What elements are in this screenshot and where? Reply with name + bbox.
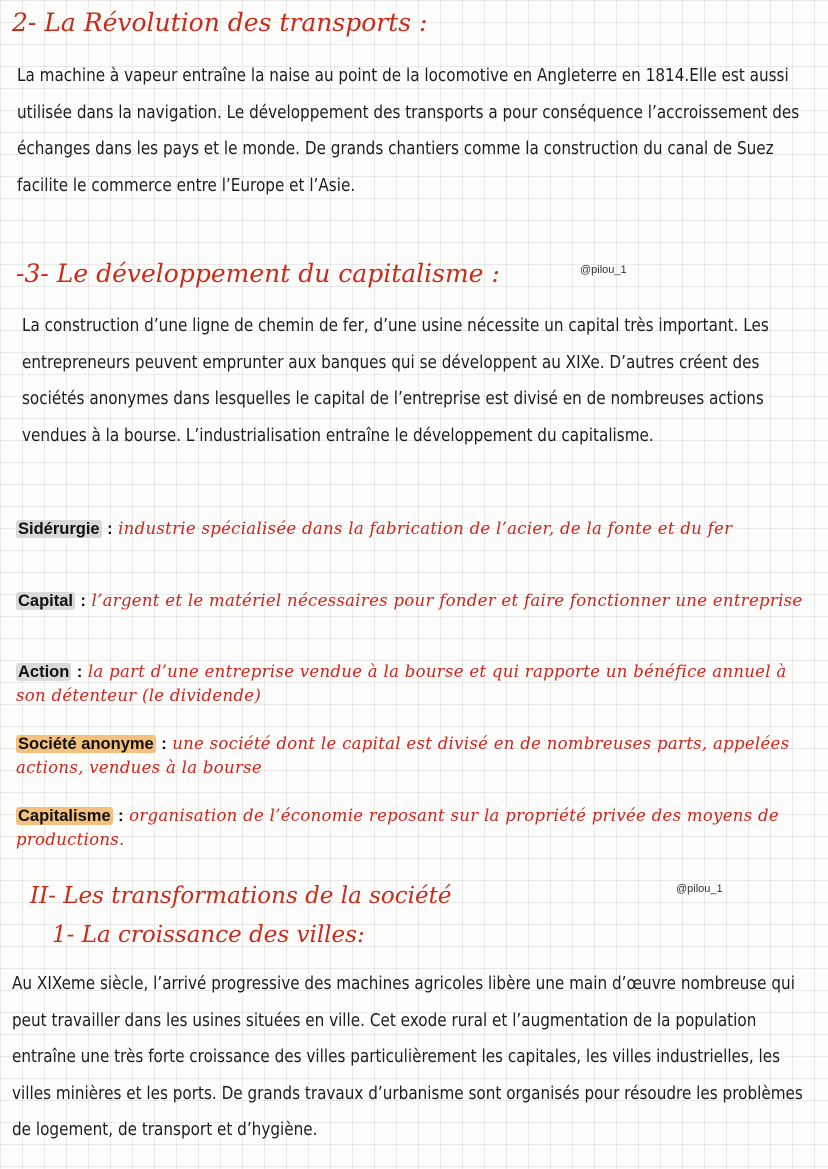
definition-term: Société anonyme	[18, 735, 154, 753]
definition-text: organisation de l’économie reposant sur la propriété privée des moyens de productions.	[16, 806, 779, 849]
definition-term: Capital	[18, 592, 74, 610]
definition-term: Sidérurgie	[18, 520, 100, 538]
section-2-text: La machine à vapeur entraîne la naise au point de la locomotive en Angleterre en 1814.Elle est aussi utilisée dans la navigation. Le développement des transports a pour conséquence l’accroissement des échanges dans les pays et le monde. De grands chantiers comme la construction du canal de Suez facilite le commerce entre l’Europe et l’Asie.	[17, 66, 800, 196]
watermark-handle: @pilou_1	[676, 883, 723, 895]
definition-siderurgie: Sidérurgie : industrie spécialisée dans la fabrication de l’acier, de la fonte et du fer	[18, 519, 733, 538]
section-2-title: 2- La Révolution des transports :	[12, 8, 428, 37]
definition-text: la part d’une entreprise vendue à la bourse et qui rapporte un bénéfice annuel à son détenteur (le dividende)	[16, 662, 787, 705]
section-II-title: II- Les transformations de la société	[30, 883, 452, 909]
definition-text: une société dont le capital est divisé en de nombreuses parts, appelées actions, vendues à la bourse	[16, 734, 790, 777]
definition-text: industrie spécialisée dans la fabrication de l’acier, de la fonte et du fer	[118, 519, 733, 538]
definition-term: Capitalisme	[18, 807, 111, 825]
section-II-text: Au XIXeme siècle, l’arrivé progressive des machines agricoles libère une main d’œuvre nombreuse qui peut travailler dans les usines situées en ville. Cet exode rural et l’augmentation de la population entraîne une très forte croissance des villes particulièrement les capitales, les villes industrielles, les villes minières et les ports. De grands travaux d’urbanisme sont organisés pour résoudre les problèmes de logement, de transport et d’hygiène.	[12, 974, 803, 1140]
definition-text: l’argent et le matériel nécessaires pour fonder et faire fonctionner une entreprise	[91, 591, 803, 610]
definition-societe-anonyme: Société anonyme : une société dont le capital est divisé en de nombreuses parts, appelées actions, vendues à la bourse	[16, 734, 790, 777]
section-3-text: La construction d’une ligne de chemin de fer, d’une usine nécessite un capital très important. Les entrepreneurs peuvent emprunter aux banques qui se développent au XIXe. D’autres créent des sociétés anonymes dans lesquelles le capital de l’entreprise est divisé en de nombreuses actions vendues à la bourse. L’industrialisation entraîne le développement du capitalisme.	[22, 316, 769, 446]
watermark-handle: @pilou_1	[580, 264, 627, 276]
section-3-title: -3- Le développement du capitalisme :	[16, 259, 500, 288]
definition-term: Action	[18, 663, 70, 681]
definition-action: Action : la part d’une entreprise vendue à la bourse et qui rapporte un bénéfice annuel à son détenteur (le dividende)	[16, 662, 787, 705]
section-II-subtitle: 1- La croissance des villes:	[52, 922, 365, 948]
definition-capitalisme: Capitalisme : organisation de l’économie reposant sur la propriété privée des moyens de productions.	[16, 806, 779, 849]
definition-capital: Capital : l’argent et le matériel nécessaires pour fonder et faire fonctionner une entreprise	[18, 591, 803, 610]
